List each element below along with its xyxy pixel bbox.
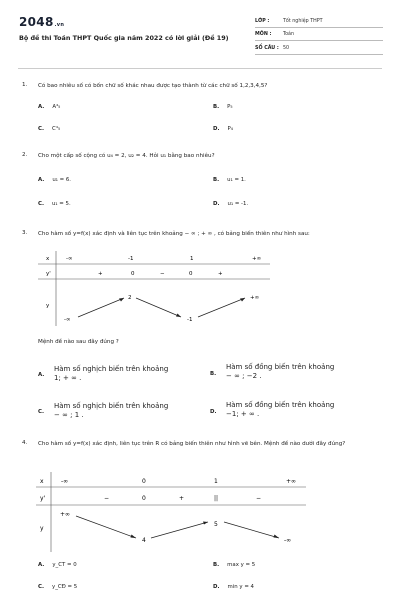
sign: 0: [189, 271, 193, 277]
y-value: 4: [142, 537, 146, 544]
variation-table: [36, 472, 306, 552]
sign: +: [179, 495, 185, 502]
trend-arrow: [224, 522, 279, 538]
question-prompt: Mệnh đề nào sau đây đúng ?: [38, 339, 119, 345]
divider: [255, 54, 383, 55]
sign: +: [98, 271, 103, 277]
variation-table: [38, 251, 270, 326]
option-c[interactable]: C. Hàm số nghịch biến trên khoảng − ∞ ; 1 .: [38, 402, 169, 419]
x-value: +∞: [252, 256, 262, 262]
y-value: +∞: [60, 511, 71, 518]
sign: ||: [214, 495, 219, 502]
option-b[interactable]: B. u₁ = 1.: [213, 177, 246, 183]
x-value: -∞: [61, 478, 69, 485]
meta-count-value: 50: [283, 46, 290, 51]
trend-arrow: [151, 522, 208, 538]
sign: −: [104, 495, 110, 502]
option-d[interactable]: D. u₁ = -1.: [213, 201, 249, 207]
trend-arrow: [76, 516, 136, 538]
meta-subject-label: MÔN :: [255, 32, 272, 37]
x-value: +∞: [286, 478, 297, 485]
option-b[interactable]: B. Hàm số đồng biến trên khoảng − ∞ ; −2 .: [210, 363, 335, 380]
option-c[interactable]: C. u₁ = 5.: [38, 201, 71, 207]
option-b[interactable]: B. max y = 5: [213, 562, 256, 568]
y-value: -1: [187, 317, 193, 323]
x-label: x: [40, 478, 44, 485]
divider: [255, 27, 383, 28]
question-text: Cho hàm số y=f(x) xác định và liên tục trên khoảng − ∞ ; + ∞ , có bảng biến thiên như hình sau:: [38, 231, 310, 237]
question-text: Cho hàm số y=f(x) xác định, liên tục trên R có bảng biến thiên như hình vẽ bên. Mệnh đề nào dưới đây đúng?: [38, 441, 346, 447]
sign: 0: [142, 495, 146, 502]
option-c[interactable]: C. y_CĐ = 5: [38, 584, 78, 590]
question-number: 3.: [22, 230, 28, 236]
y-label: y: [40, 525, 44, 532]
sign: −: [160, 271, 165, 277]
x-value: 1: [214, 478, 218, 485]
y-value: 2: [128, 295, 132, 301]
meta-subject-value: Toán: [283, 32, 295, 37]
option-d[interactable]: D. min y = 4: [213, 584, 254, 590]
trend-arrow: [136, 298, 181, 317]
option-a[interactable]: A. u₁ = 6.: [38, 177, 71, 183]
y-value: +∞: [250, 295, 260, 301]
option-a[interactable]: A. y_CT = 0: [38, 562, 77, 568]
x-value: 0: [142, 478, 146, 485]
meta-class-value: Tốt nghiệp THPT: [283, 19, 323, 24]
option-a[interactable]: A. A⁴₅: [38, 104, 61, 110]
question-number: 1.: [22, 82, 28, 88]
y-value: -∞: [64, 317, 71, 323]
sign: +: [218, 271, 223, 277]
option-b[interactable]: B. P₅: [213, 104, 233, 110]
question-text: Có bao nhiêu số có bốn chữ số khác nhau được tạo thành từ các chữ số 1,2,3,4,5?: [38, 83, 268, 89]
y-value: 5: [214, 521, 218, 528]
divider: [255, 40, 383, 41]
question-text: Cho một cấp số cộng có u₄ = 2, u₂ = 4. Hỏi u₁ bằng bao nhiêu?: [38, 153, 215, 159]
sign: 0: [131, 271, 135, 277]
x-value: -1: [128, 256, 134, 262]
trend-arrow: [78, 298, 124, 317]
sign: −: [256, 495, 262, 502]
x-value: 1: [190, 256, 194, 262]
y-value: -∞: [284, 537, 292, 544]
option-c[interactable]: C. C⁴₅: [38, 126, 61, 132]
trend-arrow: [198, 298, 245, 317]
yprime-label: y': [46, 271, 51, 277]
option-d[interactable]: D. P₄: [213, 126, 233, 132]
y-label: y: [46, 303, 50, 309]
yprime-label: y': [40, 495, 46, 502]
header-separator: [18, 68, 382, 69]
option-a[interactable]: A. Hàm số nghịch biến trên khoảng 1; + ∞ .: [38, 365, 169, 382]
x-label: x: [46, 256, 50, 262]
meta-class-label: LỚP :: [255, 19, 270, 24]
question-number: 4.: [22, 440, 28, 446]
question-number: 2.: [22, 152, 28, 158]
document-title: Bộ đề thi Toán THPT Quốc gia năm 2022 có lời giải (Đề 19): [19, 34, 229, 42]
site-logo[interactable]: 2048.vn: [19, 15, 65, 29]
x-value: -∞: [66, 256, 73, 262]
option-d[interactable]: D. Hàm số đồng biến trên khoảng −1; + ∞ .: [210, 401, 335, 418]
meta-count-label: SỐ CÂU :: [255, 46, 279, 51]
